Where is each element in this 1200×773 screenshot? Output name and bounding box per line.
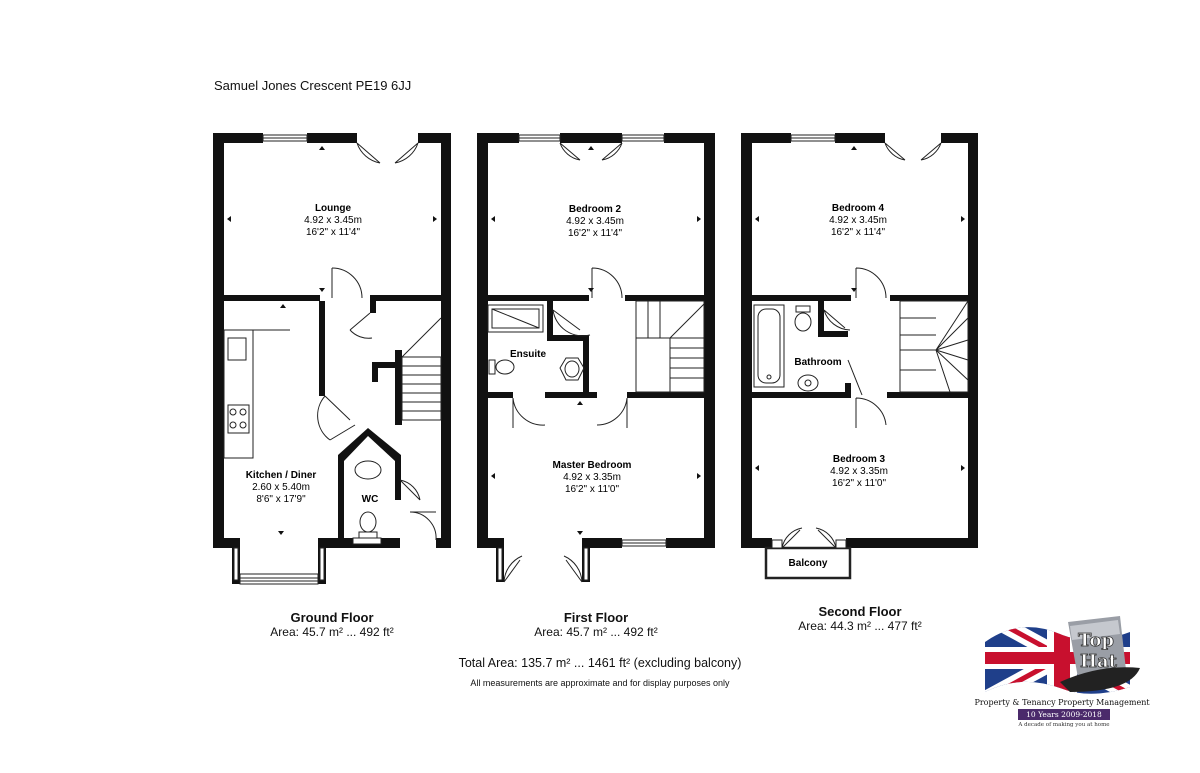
logo-wordmark-bottom: Hat: [1080, 651, 1117, 672]
room-imperial-bedroom-4: 16'2" x 11'4": [830, 227, 886, 238]
room-name-bedroom-4: Bedroom 4: [831, 203, 885, 214]
logo-wordmark-top: Top: [1078, 630, 1114, 651]
room-metric-kitchen: 2.60 x 5.40m: [252, 482, 310, 493]
floor-name: Second Floor: [818, 604, 902, 619]
room-name-lounge: Lounge: [314, 203, 352, 214]
room-imperial-kitchen: 8'6" x 17'9": [256, 494, 306, 505]
floor-area: Area: 45.7 m² ... 492 ft²: [270, 625, 394, 639]
room-imperial-lounge: 16'2" x 11'4": [305, 227, 361, 238]
floor-area: Area: 44.3 m² ... 477 ft²: [798, 619, 922, 633]
company-logo: [974, 612, 1150, 737]
floor-summary-first: [466, 610, 726, 639]
room-metric-master-bedroom: 4.92 x 3.35m: [563, 472, 621, 483]
room-name-bedroom-2: Bedroom 2: [568, 204, 622, 215]
room-name-ensuite: Ensuite: [509, 349, 547, 360]
floor-name: Ground Floor: [290, 610, 374, 625]
room-metric-lounge: 4.92 x 3.45m: [304, 215, 362, 226]
logo-years-badge: 10 Years 2009-2018: [1018, 709, 1110, 720]
logo-motto: A decade of making you at home: [1018, 722, 1110, 728]
floor-name: First Floor: [563, 610, 629, 625]
second-floor-details: [754, 135, 968, 578]
disclaimer: All measurements are approximate and for display purposes only: [470, 678, 730, 688]
room-name-bathroom: Bathroom: [794, 357, 842, 368]
room-metric-bedroom-4: 4.92 x 3.45m: [829, 215, 887, 226]
room-name-kitchen: Kitchen / Diner: [245, 470, 317, 481]
ground-floor-plan: [213, 133, 451, 584]
property-address: Samuel Jones Crescent PE19 6JJ: [214, 78, 412, 93]
room-imperial-master-bedroom: 16'2" x 11'0": [564, 484, 620, 495]
room-metric-bedroom-2: 4.92 x 3.45m: [566, 216, 624, 227]
floor-summary-ground: [202, 610, 462, 639]
room-name-balcony: Balcony: [788, 558, 828, 569]
room-metric-bedroom-3: 4.92 x 3.35m: [830, 466, 888, 477]
room-imperial-bedroom-3: 16'2" x 11'0": [831, 478, 887, 489]
total-area: Total Area: 135.7 m² ... 1461 ft² (excluding balcony): [458, 656, 742, 670]
room-imperial-bedroom-2: 16'2" x 11'4": [567, 228, 623, 239]
room-name-bedroom-3: Bedroom 3: [832, 454, 886, 465]
room-name-master-bedroom: Master Bedroom: [552, 460, 632, 471]
floor-area: Area: 45.7 m² ... 492 ft²: [534, 625, 658, 639]
logo-tagline: Property & Tenancy Property Management: [974, 698, 1150, 707]
union-flag-top-hat-icon: [980, 612, 1145, 702]
floor-summary-second: [730, 604, 990, 633]
room-name-wc: WC: [361, 494, 379, 505]
